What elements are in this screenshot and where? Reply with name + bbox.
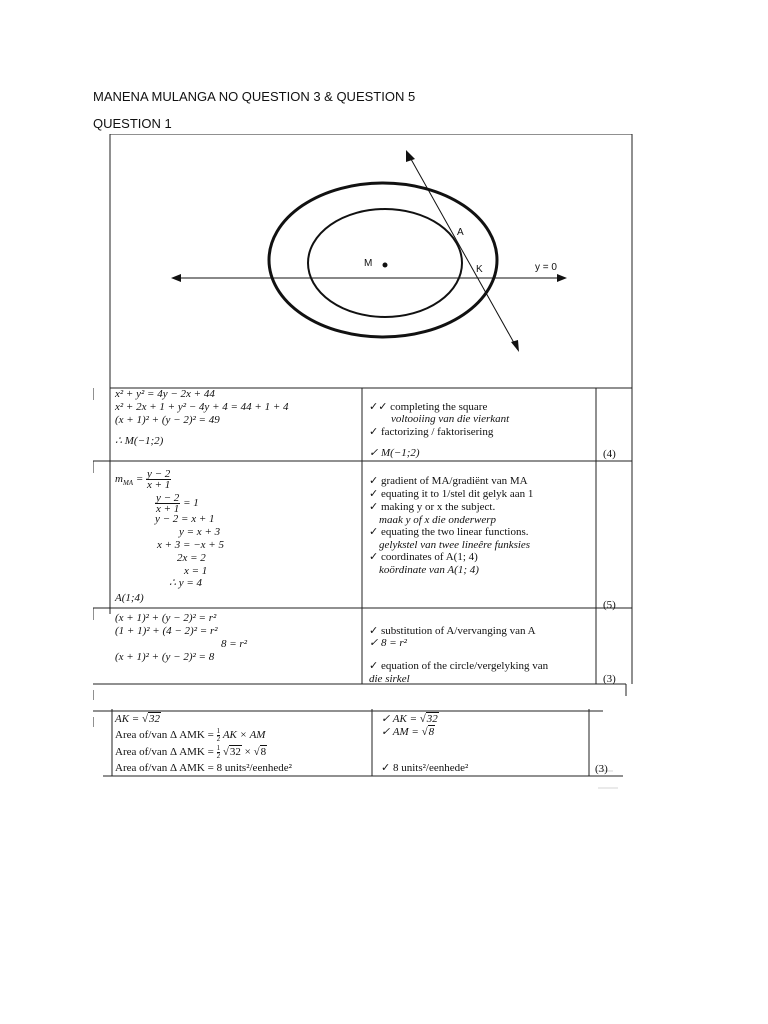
q2-frac1-den: x + 1 [147,478,171,491]
q2-mark-4: maak y of x die onderwerp [379,514,496,526]
q1-mark-3: ✓ factorizing / faktorisering [369,426,494,438]
q2-fraction-1 [146,469,171,490]
q2-line-7: A(1;4) [115,592,144,604]
q4-area-rest-1: AK × AM [222,729,266,741]
point-a-label: A [457,227,464,238]
q2-mark-1: ✓ gradient of MA/gradiënt van MA [369,475,528,487]
center-m-label: M [364,258,373,269]
q2-frac2-den: x + 1 [156,502,180,515]
circle-diagram [171,150,567,352]
q4-half-1 [217,728,221,743]
q4-half-2-num: 1 [216,743,221,752]
q2-line-5: x = 1 [184,565,208,577]
q4-area-label-2: Area of/van Δ AMK = [115,746,214,758]
q4-area-line-2: Area of/van Δ AMK = $\frac{1}{2} √32 \times √8$ [115,743,267,760]
memorandum-scan [93,134,674,804]
q4-mark-2-radicand: 8 [428,726,435,738]
q2-frac-rhs: = 1 [183,497,199,509]
q2-mark-8: koördinate van A(1; 4) [379,564,479,576]
q4-area-line-3 [115,762,292,775]
q3-mark-2: ✓ 8 = r² [369,637,407,649]
q2-line-3: x + 3 = −x + 5 [157,539,224,551]
q4-mark-3: ✓ 8 units²/eenhede² [381,762,469,774]
q4-half-2 [217,745,221,760]
q2-line-2: y = x + 3 [179,526,221,538]
q4-area-label-3: Area of/van Δ AMK = [115,762,214,774]
q2-mark-7: ✓ coordinates of A(1; 4) [369,551,478,563]
document-heading: MANENA MULANGA NO QUESTION 3 & QUESTION 5 [93,89,416,104]
q4-area-rest-3: 8 units²/eenhede² [216,762,292,774]
q4-ak-label: AK = [115,713,142,725]
q2-line-1: y − 2 = x + 1 [155,513,215,525]
q2-mark-3: ✓ making y or x the subject. [369,501,496,513]
q3-mark-4: die sirkel [369,673,410,685]
q2-m-symbol: m [115,473,123,485]
q3-mark-3: ✓ equation of the circle/vergelyking van [369,660,549,672]
q2-m-subscript: MA [122,479,134,488]
q2-line-4: 2x = 2 [177,552,206,564]
q3-total: (3) [603,673,616,685]
q4-rad-8: 8 [260,746,267,758]
q1-work-line-2: x² + 2x + 1 + y² − 4y + 4 = 44 + 1 + 4 [115,401,289,413]
q4-mark-2-label: ✓ AM = [381,726,422,738]
memorandum-table-grid [93,134,674,804]
q4-mark-2: ✓ AM = √8 [381,726,435,738]
q4-half-2-den: 2 [216,751,221,760]
q4-area-label-1: Area of/van Δ AMK = [115,729,214,741]
q4-mark-1-radicand: 32 [426,713,438,725]
q3-work-line-4: (x + 1)² + (y − 2)² = 8 [115,651,215,663]
q1-mark-2: voltooiing van die vierkant [391,413,510,425]
q1-mark-4: ✓ M(−1;2) [369,447,420,459]
q2-line-6: ∴ y = 4 [169,577,203,589]
q2-frac2-num: y − 2 [156,491,180,504]
q4-area-line-1 [115,727,265,744]
q2-fraction-2 [155,493,180,514]
point-k-label: K [476,264,483,275]
q2-mark-2: ✓ equating it to 1/stel dit gelyk aan 1 [369,488,534,500]
q2-mark-6: gelykstel van twee lineêre funksies [379,539,531,551]
q2-mark-5: ✓ equating the two linear functions. [369,526,529,538]
q3-mark-1: ✓ substitution of A/vervanging van A [369,625,536,637]
q1-work-line-1: x² + y² = 4y − 2x + 44 [115,388,215,400]
q4-mark-1-label: ✓ AK = [381,713,420,725]
q4-mark-1: ✓ AK = √32 [381,713,438,725]
q2-frac1-num: y − 2 [147,467,171,480]
q4-ak-radicand: 32 [149,713,161,725]
q1-work-line-3: (x + 1)² + (y − 2)² = 49 [115,414,220,426]
q1-work-line-4: ∴ M(−1;2) [115,435,164,447]
q4-half-1-num: 1 [216,726,221,735]
q1-total: (4) [603,448,616,460]
q4-times: × [241,746,254,758]
q4-ak-line: AK = √32 [115,713,161,725]
q1-mark-1: ✓✓ completing the square [369,401,488,413]
q3-work-line-1: (x + 1)² + (y − 2)² = r² [115,612,217,624]
q3-work-line-3: 8 = r² [221,638,248,650]
q4-total: (3) [595,763,608,775]
q4-half-1-den: 2 [216,734,221,743]
question-heading: QUESTION 1 [93,116,172,131]
q2-gradient-expression [115,466,171,492]
q2-equals: = [135,473,144,485]
q3-work-line-2: (1 + 1)² + (4 − 2)² = r² [115,625,218,637]
q2-total: (5) [603,599,616,611]
axis-y0-label: y = 0 [535,262,557,273]
q4-rad-32: 32 [229,746,241,758]
